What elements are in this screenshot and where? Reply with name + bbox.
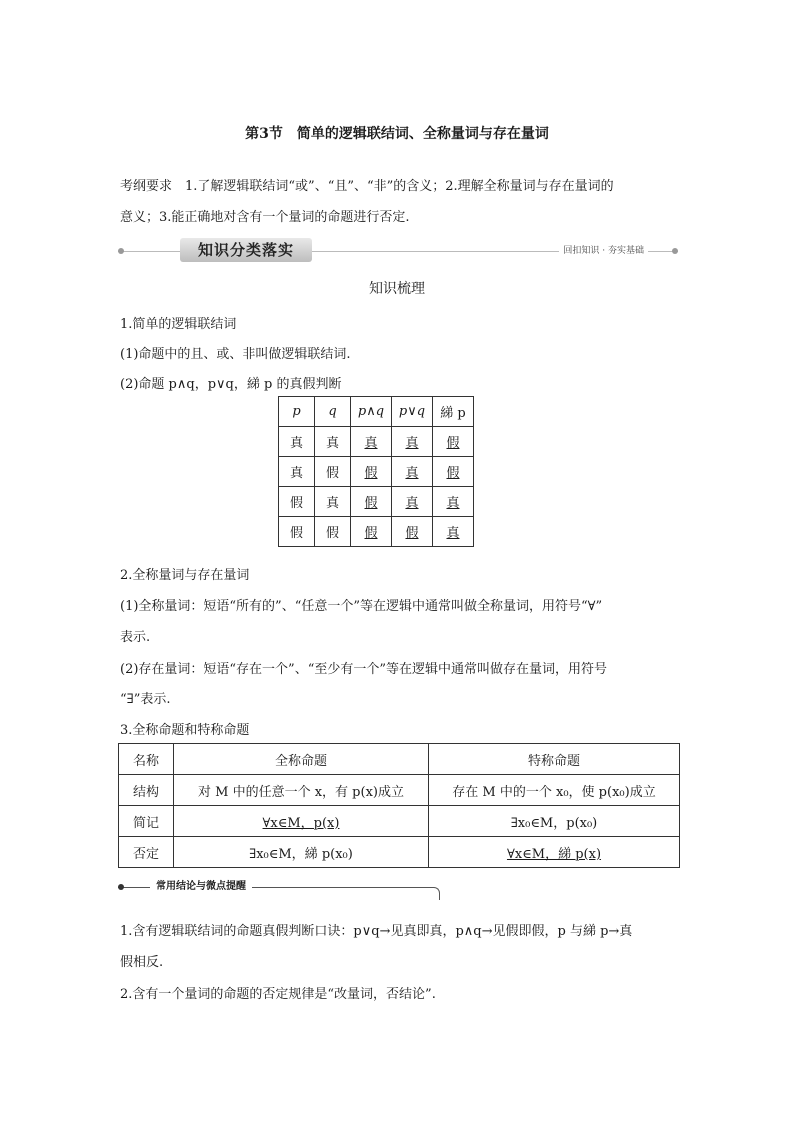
tips-line-3: 2.含有一个量词的命题的否定规律是“改量词，否结论”.: [120, 987, 436, 1002]
section-banner-label: 知识分类落实: [180, 238, 312, 262]
part2-item1-line1: (1)全称量词：短语“所有的”、“任意一个”等在逻辑中通常叫做全称量词，用符号“∀”: [120, 599, 603, 614]
quant-header-cell: 全称命题: [174, 744, 429, 775]
section-banner-subtitle: 回扣知识 · 夯实基础: [559, 243, 648, 256]
truth-cell: 假: [279, 487, 315, 517]
truth-cell: 真: [279, 427, 315, 457]
part3-heading: 3.全称命题和特称命题: [120, 723, 250, 738]
part1-heading: 1.简单的逻辑联结词: [120, 317, 237, 332]
truth-cell: 假: [315, 457, 351, 487]
truth-cell: 真: [392, 457, 433, 487]
quant-table-header-row: [119, 744, 680, 775]
quant-cell: ∃x₀∈M，綈 p(x₀): [174, 837, 429, 868]
quantifier-table: [118, 743, 680, 868]
truth-cell: 假: [315, 517, 351, 547]
requirements-line-2: 意义；3.能正确地对含有一个量词的命题进行否定.: [120, 210, 410, 225]
requirements-line-1: 考纲要求 1.了解逻辑联结词“或”、“且”、“非”的含义；2.理解全称量词与存在量词的: [120, 179, 614, 194]
part1-item2: (2)命题 p∧q，p∨q，綈 p 的真假判断: [120, 377, 342, 392]
truth-cell: 假: [279, 517, 315, 547]
page-title: 第3节 简单的逻辑联结词、全称量词与存在量词: [245, 126, 549, 142]
truth-table-header-row: [279, 397, 474, 427]
quant-cell: ∃x₀∈M，p(x₀): [429, 806, 680, 837]
tips-hook: [431, 887, 440, 900]
tips-banner-label: 常用结论与微点提醒: [150, 879, 252, 895]
truth-cell: 真: [351, 427, 392, 457]
subsection-title: 知识梳理: [369, 281, 425, 297]
tips-line-2: 假相反.: [120, 955, 164, 970]
truth-header-cell: p∧q: [351, 397, 392, 427]
truth-header-cell: p: [279, 397, 315, 427]
part2-item2-line1: (2)存在量词：短语“存在一个”、“至少有一个”等在逻辑中通常叫做存在量词，用符号: [120, 662, 607, 677]
section-banner: [118, 238, 678, 264]
truth-cell: 真: [315, 487, 351, 517]
quant-cell: ∀x∈M，綈 p(x): [429, 837, 680, 868]
truth-header-cell: 綈 p: [433, 397, 474, 427]
truth-cell: 真: [315, 427, 351, 457]
quant-cell: 结构: [119, 775, 174, 806]
truth-cell: 假: [392, 517, 433, 547]
part2-item2-line2: “∃”表示.: [120, 692, 171, 707]
truth-cell: 真: [279, 457, 315, 487]
truth-cell: 假: [433, 457, 474, 487]
quant-header-cell: 特称命题: [429, 744, 680, 775]
truth-cell: 真: [433, 487, 474, 517]
quant-header-cell: 名称: [119, 744, 174, 775]
table-row: [279, 457, 474, 487]
part2-item1-line2: 表示.: [120, 630, 151, 645]
table-row: [279, 517, 474, 547]
banner-dot-left: [118, 248, 124, 254]
truth-cell: 真: [392, 487, 433, 517]
part2-heading: 2.全称量词与存在量词: [120, 568, 250, 583]
table-row: [119, 837, 680, 868]
quant-cell: ∀x∈M，p(x): [174, 806, 429, 837]
truth-cell: 假: [351, 517, 392, 547]
truth-cell: 假: [351, 457, 392, 487]
truth-cell: 真: [433, 517, 474, 547]
table-row: [279, 487, 474, 517]
truth-cell: 真: [392, 427, 433, 457]
table-row: [279, 427, 474, 457]
quant-cell: 对 M 中的任意一个 x，有 p(x)成立: [174, 775, 429, 806]
quant-cell: 否定: [119, 837, 174, 868]
truth-cell: 假: [351, 487, 392, 517]
table-row: [119, 806, 680, 837]
quant-cell: 简记: [119, 806, 174, 837]
tips-banner: [118, 879, 440, 897]
quant-cell: 存在 M 中的一个 x₀，使 p(x₀)成立: [429, 775, 680, 806]
tips-dot: [118, 884, 124, 890]
truth-header-cell: q: [315, 397, 351, 427]
table-row: [119, 775, 680, 806]
truth-header-cell: p∨q: [392, 397, 433, 427]
banner-dot-right: [672, 248, 678, 254]
truth-table: [278, 396, 474, 547]
truth-cell: 假: [433, 427, 474, 457]
part1-item1: (1)命题中的且、或、非叫做逻辑联结词.: [120, 347, 351, 362]
tips-line-1: 1.含有逻辑联结词的命题真假判断口诀：p∨q→见真即真，p∧q→见假即假，p 与綈 p→真: [120, 924, 633, 939]
